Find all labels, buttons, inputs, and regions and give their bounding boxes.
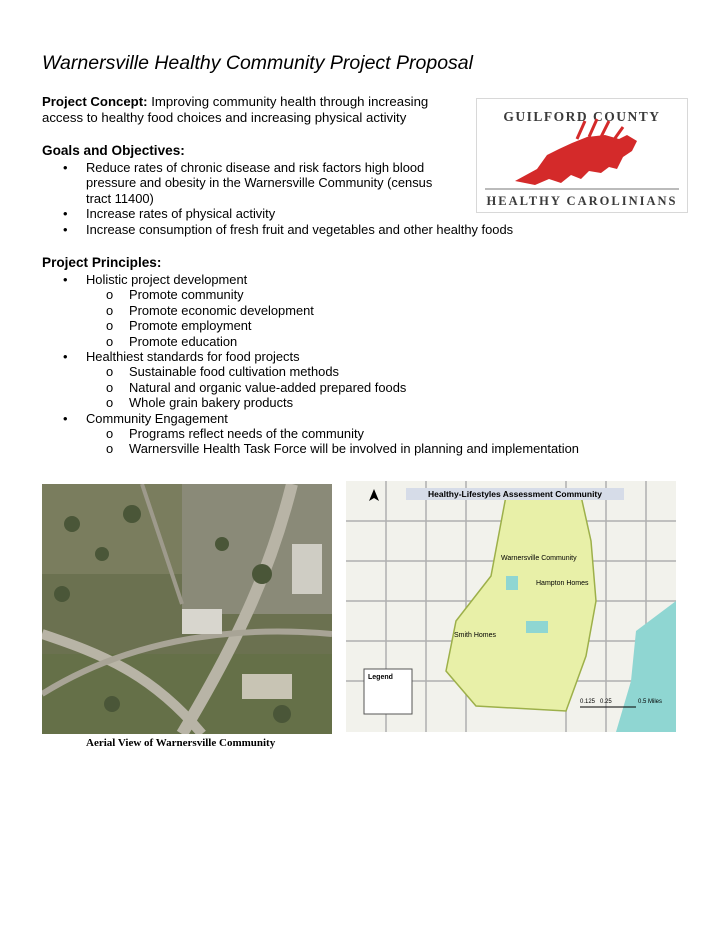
map-title: Healthy-Lifestyles Assessment Community [428, 489, 602, 499]
principles-list [60, 272, 660, 457]
project-concept [42, 94, 472, 126]
goals-item: • Increase consumption of fresh fruit and vegetables and other healthy foods [63, 221, 514, 237]
aerial-photo [42, 484, 332, 734]
map-scale-label: 0.25 [600, 699, 612, 705]
goals-list [60, 160, 530, 237]
principles-subitem: o Promote employment [106, 318, 252, 334]
map-label-hampton-homes: Hampton Homes [536, 580, 589, 587]
principles-item: • Healthiest standards for food projects o Sustainable food cultivation methods o Natural and organic value-added prepared foods o Whole grain bakery products [60, 349, 660, 411]
principles-heading: Project Principles: [42, 255, 162, 270]
principles-subitem: o Whole grain bakery products [106, 395, 294, 411]
goals-item: • Reduce rates of chronic disease and risk factors high blood pressure and obesity in the Warnersville Community (census tract 11400) [63, 160, 433, 206]
photo-caption: Aerial View of Warnersville Community [86, 737, 276, 749]
principles-subitem: o Warnersville Health Task Force will be involved in planning and implementation [106, 441, 579, 457]
map-scale-label: 0.125 [580, 699, 596, 705]
principles-sublist [86, 287, 660, 349]
logo-bottom-text: HEALTHY CAROLINIANS [486, 194, 678, 208]
principles-subitem: o Sustainable food cultivation methods [106, 364, 339, 380]
map-label-warnersville: Warnersville Community [501, 555, 577, 562]
community-map [346, 481, 676, 732]
principles-subitem: o Programs reflect needs of the community [106, 426, 364, 442]
goals-item: • Increase rates of physical activity [63, 206, 276, 222]
map-scale-label: 0.5 Miles [638, 699, 663, 705]
principles-subitem: o Promote education [106, 333, 238, 349]
principles-sublist [86, 364, 660, 410]
map-label-smith-homes: Smith Homes [454, 632, 497, 639]
principles-item: • Community Engagement o Programs reflect needs of the community o Warnersville Health Task Force will be involved in planning and implementation [60, 411, 660, 457]
document-title: Warnersville Healthy Community Project Proposal [42, 52, 473, 74]
logo-top-text: GUILFORD COUNTY [503, 109, 661, 124]
project-concept-label: Project Concept: [42, 94, 148, 109]
principles-subitem: o Natural and organic value-added prepared foods [106, 379, 407, 395]
principles-sublist [86, 426, 660, 457]
project-concept-text: Improving community health through increasing access to healthy food choices and increasing physical activity [42, 94, 429, 125]
principles-item: • Holistic project development o Promote community o Promote economic development o Promote employment o Promote education [60, 272, 660, 349]
map-legend: Legend [368, 674, 393, 681]
principles-subitem: o Promote community [106, 287, 244, 303]
principles-subitem: o Promote economic development [106, 302, 314, 318]
goals-heading: Goals and Objectives: [42, 143, 185, 158]
